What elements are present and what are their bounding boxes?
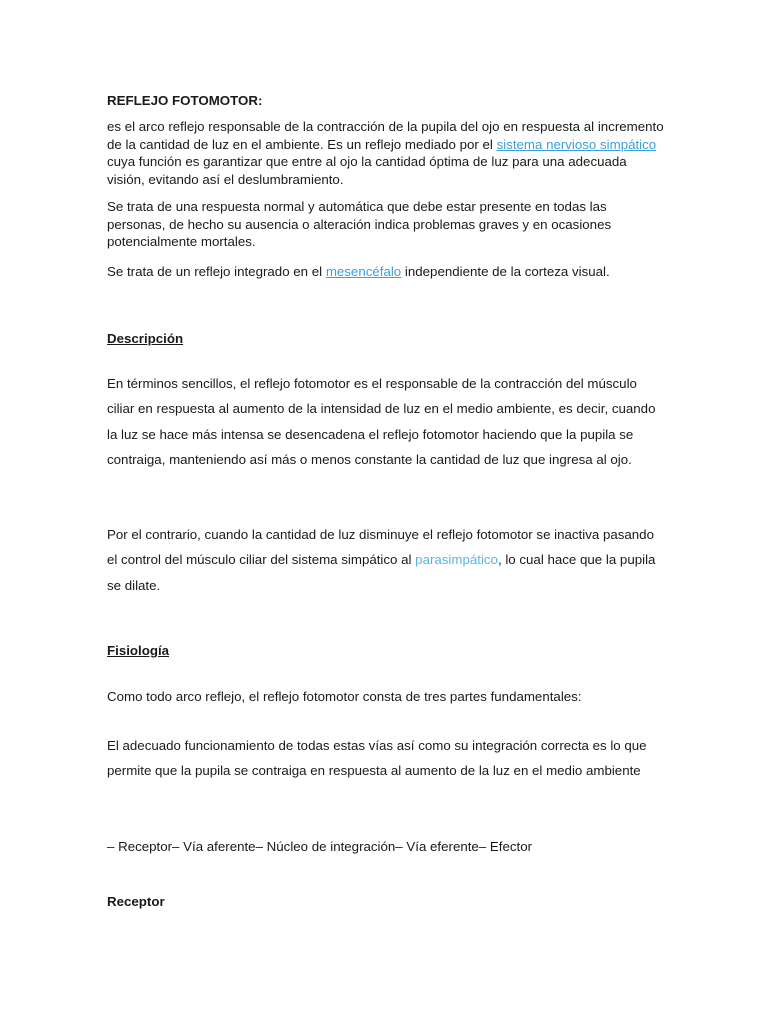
intro-paragraph-1	[107, 118, 667, 189]
intro-paragraph-2: Se trata de una respuesta normal y automática que debe estar presente en todas las personas, de hecho su ausencia o alteración indica problemas graves y en ocasiones potencialmente mortales.	[107, 199, 612, 250]
intro-p3-text-after: independiente de la corteza visual.	[401, 264, 610, 279]
intro-p3-text-before: Se trata de un reflejo integrado en el	[107, 264, 326, 279]
descripcion-p2-text-before: Por el contrario, cuando la cantidad de luz disminuye el reflejo fotomotor se inactiva pasando el control del músculo ciliar del sistema simpático al	[107, 527, 654, 568]
descripcion-p2-text-after: , lo cual hace que la pupila se dilate.	[107, 552, 656, 593]
fisiologia-paragraph-1: Como todo arco reflejo, el reflejo fotomotor consta de tres partes fundamentales:	[107, 689, 582, 704]
intro-p1-text-before: es el arco reflejo responsable de la contracción de la pupila del ojo en respuesta al incremento de la cantidad de luz en el ambiente. Es un reflejo mediado por el	[107, 119, 664, 152]
intro-paragraph-3	[107, 263, 667, 281]
heading-fisiologia: Fisiología	[107, 643, 170, 658]
document-title: REFLEJO FOTOMOTOR:	[107, 93, 263, 108]
fisiologia-paragraph-2: El adecuado funcionamiento de todas estas vías así como su integración correcta es lo que permite que la pupila se contraiga en respuesta al aumento de la luz en el medio ambiente	[107, 738, 647, 779]
heading-descripcion: Descripción	[107, 331, 184, 346]
heading-receptor: Receptor	[107, 894, 165, 909]
intro-p1-text-after: cuya función es garantizar que entre al ojo la cantidad óptima de luz para una adecuada visión, evitando así el deslumbramiento.	[107, 154, 627, 188]
link-sistema-nervioso-simpatico[interactable]: sistema nervioso simpático	[496, 136, 657, 152]
descripcion-paragraph-2	[107, 522, 667, 598]
link-mesencefalo[interactable]: mesencéfalo	[325, 264, 402, 279]
fisiologia-parts-list: – Receptor– Vía aferente– Núcleo de integración– Vía eferente– Efector	[107, 839, 533, 854]
descripcion-paragraph-1: En términos sencillos, el reflejo fotomotor es el responsable de la contracción del músculo ciliar en respuesta al aumento de la intensidad de luz en el medio ambiente, es decir, cuando la luz se hace más intensa se desencadena el reflejo fotomotor haciendo que la pupila se contraiga, manteniendo así más o menos constante la cantidad de luz que ingresa al ojo.	[107, 376, 656, 467]
link-parasimpatico[interactable]: parasimpático	[415, 552, 498, 568]
